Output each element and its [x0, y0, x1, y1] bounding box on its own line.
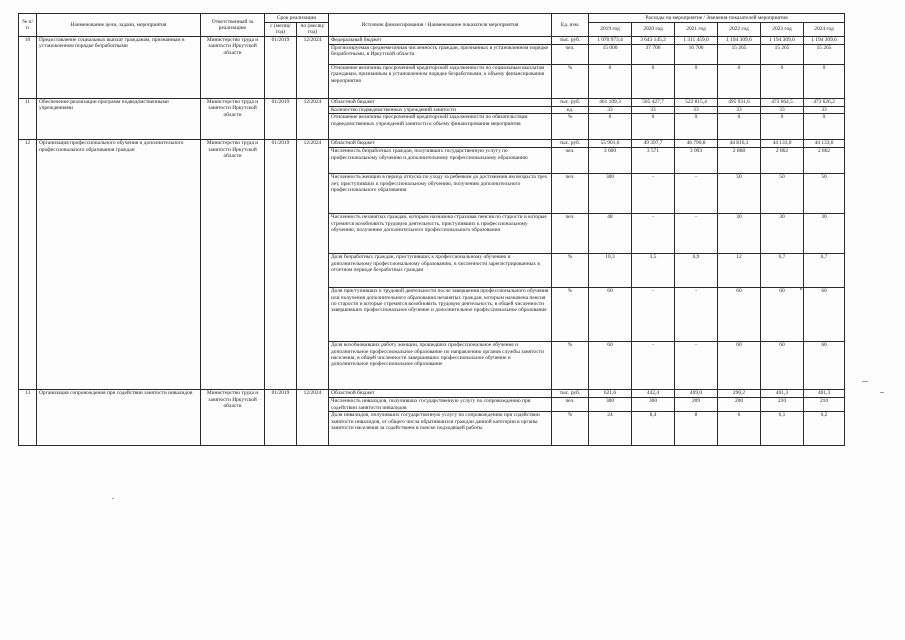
year-header: 2020 год	[632, 23, 675, 37]
value-cell: 50	[804, 174, 845, 214]
period-from: 01/2019	[265, 390, 297, 446]
value-cell: 0	[589, 114, 632, 140]
value-cell: 0	[718, 114, 761, 140]
activity-name: Предоставление социальных выплат гражданам, признанным в установленном порядке безработными	[37, 36, 201, 98]
value-cell: 1 311 459,0	[675, 36, 718, 44]
responsible-party: Министерство труда и занятости Иркутской области	[201, 390, 265, 446]
indicator-name: Количество подведомственных учреждений занятости	[329, 106, 552, 113]
indicator-name: Доля приступивших к трудовой деятельности после завершения профессионального обучения или получения дополнительного образования незанятых граждан, которым назначена пенсия по старости и которые стремятся возобновить трудовую деятельность, в общей численности завершивших профессиональное обучение и дополнительное профессиональное образование	[329, 288, 552, 342]
value-cell: 3 571	[632, 148, 675, 174]
activity-name: Организация сопровождения при содействии занятости инвалидов	[37, 390, 201, 446]
col-from-header: с (месяц/год)	[265, 23, 297, 37]
value-cell: 300	[589, 174, 632, 214]
value-cell: 6,7	[761, 254, 804, 288]
unit: чел.	[552, 398, 589, 412]
row-number: 12	[19, 140, 37, 390]
value-cell: 44 816,3	[718, 140, 761, 148]
period-from: 01/2019	[265, 36, 297, 98]
scan-speck	[880, 392, 884, 393]
program-table	[18, 13, 845, 446]
period-to: 12/2024	[297, 140, 329, 390]
period-to: 12/2024	[297, 36, 329, 98]
period-to: 12/2024	[297, 98, 329, 139]
value-cell: 0	[632, 114, 675, 140]
value-cell: 50	[761, 174, 804, 214]
value-cell: 2 868	[718, 148, 761, 174]
value-cell: 442,4	[632, 390, 675, 398]
value-cell: 0	[718, 64, 761, 98]
indicator-name: Доля инвалидов, получивших государственную услугу по сопровождению при содействии занятости инвалидов, от общего числа обратившихся граждан данной категории в органы занятости населения за содействием в поиске подходящей работы	[329, 412, 552, 446]
value-cell: 210	[761, 398, 804, 412]
year-header: 2022 год	[718, 23, 761, 37]
period-from: 01/2019	[265, 98, 297, 139]
value-cell: 2 862	[761, 148, 804, 174]
value-cell: 1 194 309,6	[804, 36, 845, 44]
col-expenses-header: Расходы на мероприятие / Значения показателей мероприятия	[589, 14, 845, 23]
scan-speck	[112, 498, 114, 499]
value-cell: 6	[718, 412, 761, 446]
row-number: 11	[19, 98, 37, 139]
value-cell: 300	[632, 398, 675, 412]
value-cell: 30	[804, 214, 845, 254]
value-cell: 1 194 309,6	[761, 36, 804, 44]
table-row	[19, 98, 845, 106]
value-cell: 15 265	[761, 44, 804, 64]
indicator-name: Отношение величины просроченной кредиторской задолженности по обязательствам подведомственных учреждений занятости к объему финансирования мероприятия	[329, 114, 552, 140]
value-cell: 6,2	[804, 412, 845, 446]
responsible-party: Министерство труда и занятости Иркутской области	[201, 140, 265, 390]
value-cell: 0	[632, 64, 675, 98]
value-cell: -	[675, 214, 718, 254]
indicator-name: Численность безработных граждан, получивших государственную услугу по профессиональному обучению и дополнительному профессиональному образованию	[329, 148, 552, 174]
value-cell: 3 643 145,2	[632, 36, 675, 44]
value-cell: 1 194 309,6	[718, 36, 761, 44]
col-source-header: Источник финансирования / Наименование показателя мероприятия	[329, 14, 552, 37]
value-cell: 44 133,0	[804, 140, 845, 148]
value-cell: 33	[589, 106, 632, 113]
value-cell: 46 790,8	[675, 140, 718, 148]
table-row	[19, 36, 845, 44]
scan-speck	[800, 288, 802, 290]
indicator-name: Отношение величины просроченной кредиторской задолженности по социальным выплатам гражданам, признанным в установленном порядке безработными, к объему финансирования мероприятия	[329, 64, 552, 98]
row-number: 10	[19, 36, 37, 98]
value-cell: 495 931,6	[718, 98, 761, 106]
period-from: 01/2019	[265, 140, 297, 390]
value-cell: 300	[589, 398, 632, 412]
value-cell: 15 000	[589, 44, 632, 64]
year-header: 2024 год	[804, 23, 845, 37]
value-cell: -	[632, 214, 675, 254]
unit: ед.	[552, 106, 589, 113]
col-period-header: Срок реализации	[265, 14, 329, 23]
value-cell: 49 397,7	[632, 140, 675, 148]
value-cell: 15 265	[804, 44, 845, 64]
indicator-name: Прогнозируемая среднемесячная численность граждан, признанных в установленном порядке безработными, в Иркутской области	[329, 44, 552, 64]
year-header: 2019 год	[589, 23, 632, 37]
col-unit-header: Ед. изм.	[552, 14, 589, 37]
indicator-name: Доля безработных граждан, приступивших к профессиональному обучению и дополнительному профессиональному образованию, в численности зарегистрированных в отчетном периоде безработных граждан	[329, 254, 552, 288]
unit: тыс. руб.	[552, 390, 589, 398]
value-cell: 33	[718, 106, 761, 113]
indicator-name: Численность инвалидов, получивших государственную услугу по сопровождению при содействии занятости инвалидов	[329, 398, 552, 412]
unit: %	[552, 114, 589, 140]
unit: тыс. руб.	[552, 98, 589, 106]
value-cell: -	[632, 342, 675, 390]
value-cell: 505 427,7	[632, 98, 675, 106]
indicator-name: Федеральный бюджет	[329, 36, 552, 44]
value-cell: -	[632, 288, 675, 342]
unit: %	[552, 288, 589, 342]
value-cell: 16 700	[675, 44, 718, 64]
col-to-header: по (месяц/год)	[297, 23, 329, 37]
unit: %	[552, 254, 589, 288]
value-cell: 8,4	[632, 412, 675, 446]
activity-name: Обеспечение реализации программ подведомственными учреждениями	[37, 98, 201, 139]
indicator-name: Областной бюджет	[329, 98, 552, 106]
value-cell: 2 862	[804, 148, 845, 174]
value-cell: -	[632, 174, 675, 214]
value-cell: 1 070 973,4	[589, 36, 632, 44]
responsible-party: Министерство труда и занятости Иркутской области	[201, 36, 265, 98]
unit: тыс. руб.	[552, 36, 589, 44]
value-cell: 60	[761, 342, 804, 390]
value-cell: 30	[761, 214, 804, 254]
value-cell: 37 700	[632, 44, 675, 64]
value-cell: 401,3	[761, 390, 804, 398]
value-cell: 48	[589, 214, 632, 254]
value-cell: 0	[675, 114, 718, 140]
value-cell: 6,1	[761, 412, 804, 446]
value-cell: 3 093	[675, 148, 718, 174]
value-cell: 33	[761, 106, 804, 113]
value-cell: 0	[761, 64, 804, 98]
indicator-name: Численность женщин в период отпуска по уходу за ребенком до достижения им возраста трех лет, приступивших к профессиональному обучению, получению дополнительного профессионального образования	[329, 174, 552, 214]
header-row-1	[19, 14, 845, 23]
period-to: 12/2024	[297, 390, 329, 446]
scan-speck	[862, 381, 868, 382]
value-cell: 60	[718, 288, 761, 342]
value-cell: 60	[718, 342, 761, 390]
value-cell: 210	[804, 398, 845, 412]
value-cell: 401,3	[804, 390, 845, 398]
unit: чел.	[552, 214, 589, 254]
table-row	[19, 140, 845, 148]
value-cell: 522 815,4	[675, 98, 718, 106]
value-cell: -	[675, 342, 718, 390]
value-cell: 60	[761, 288, 804, 342]
col-name-header: Наименование цели, задачи, мероприятия	[37, 14, 201, 37]
value-cell: 60	[589, 288, 632, 342]
value-cell: 0	[761, 114, 804, 140]
value-cell: 15 265	[718, 44, 761, 64]
value-cell: 473 664,5	[761, 98, 804, 106]
value-cell: 10,3	[589, 254, 632, 288]
value-cell: 33	[804, 106, 845, 113]
value-cell: 0	[804, 64, 845, 98]
value-cell: 33	[632, 106, 675, 113]
value-cell: 200	[718, 398, 761, 412]
table-row	[19, 390, 845, 398]
col-num-header: № п/п	[19, 14, 37, 37]
value-cell: 60	[804, 342, 845, 390]
unit: %	[552, 64, 589, 98]
value-cell: 209	[675, 398, 718, 412]
col-resp-header: Ответственный за реализацию	[201, 14, 265, 37]
value-cell: 473 626,2	[804, 98, 845, 106]
value-cell: 0	[804, 114, 845, 140]
unit: чел.	[552, 174, 589, 214]
value-cell: 30	[718, 214, 761, 254]
value-cell: 3,5	[632, 254, 675, 288]
indicator-name: Областной бюджет	[329, 140, 552, 148]
value-cell: 33	[675, 106, 718, 113]
value-cell: 621,6	[589, 390, 632, 398]
value-cell: 44 133,0	[761, 140, 804, 148]
value-cell: 6,9	[675, 254, 718, 288]
value-cell: 60	[804, 288, 845, 342]
indicator-name: Численность незанятых граждан, которым назначена страховая пенсия по старости и которые стремятся возобновить трудовую деятельность, приступивших к профессиональному обучению, получению дополнительного профессионального образования	[329, 214, 552, 254]
unit: чел.	[552, 44, 589, 64]
value-cell: 12	[718, 254, 761, 288]
value-cell: 24	[589, 412, 632, 446]
value-cell: 55 901,6	[589, 140, 632, 148]
value-cell: -	[675, 288, 718, 342]
unit: тыс. руб.	[552, 140, 589, 148]
value-cell: 60	[589, 342, 632, 390]
value-cell: 8	[675, 412, 718, 446]
unit: %	[552, 412, 589, 446]
value-cell: 290,2	[718, 390, 761, 398]
value-cell: 0	[675, 64, 718, 98]
row-number: 13	[19, 390, 37, 446]
responsible-party: Министерство труда и занятости Иркутской области	[201, 98, 265, 139]
indicator-name: Областной бюджет	[329, 390, 552, 398]
value-cell: 461 109,3	[589, 98, 632, 106]
value-cell: 409,0	[675, 390, 718, 398]
value-cell: 6,7	[804, 254, 845, 288]
value-cell: -	[675, 174, 718, 214]
unit: %	[552, 342, 589, 390]
indicator-name: Доля возобновивших работу женщин, прошедших профессиональное обучение и дополнительное профессиональное образование по направлению органов службы занятости населения, в общей численности завершивших профессиональное обучение и дополнительное профессиональное образование	[329, 342, 552, 390]
value-cell: 50	[718, 174, 761, 214]
value-cell: 3 600	[589, 148, 632, 174]
year-header: 2023 год	[761, 23, 804, 37]
unit: чел.	[552, 148, 589, 174]
year-header: 2021 год	[675, 23, 718, 37]
activity-name: Организация профессионального обучения и дополнительного профессионального образования граждан	[37, 140, 201, 390]
value-cell: 0	[589, 64, 632, 98]
